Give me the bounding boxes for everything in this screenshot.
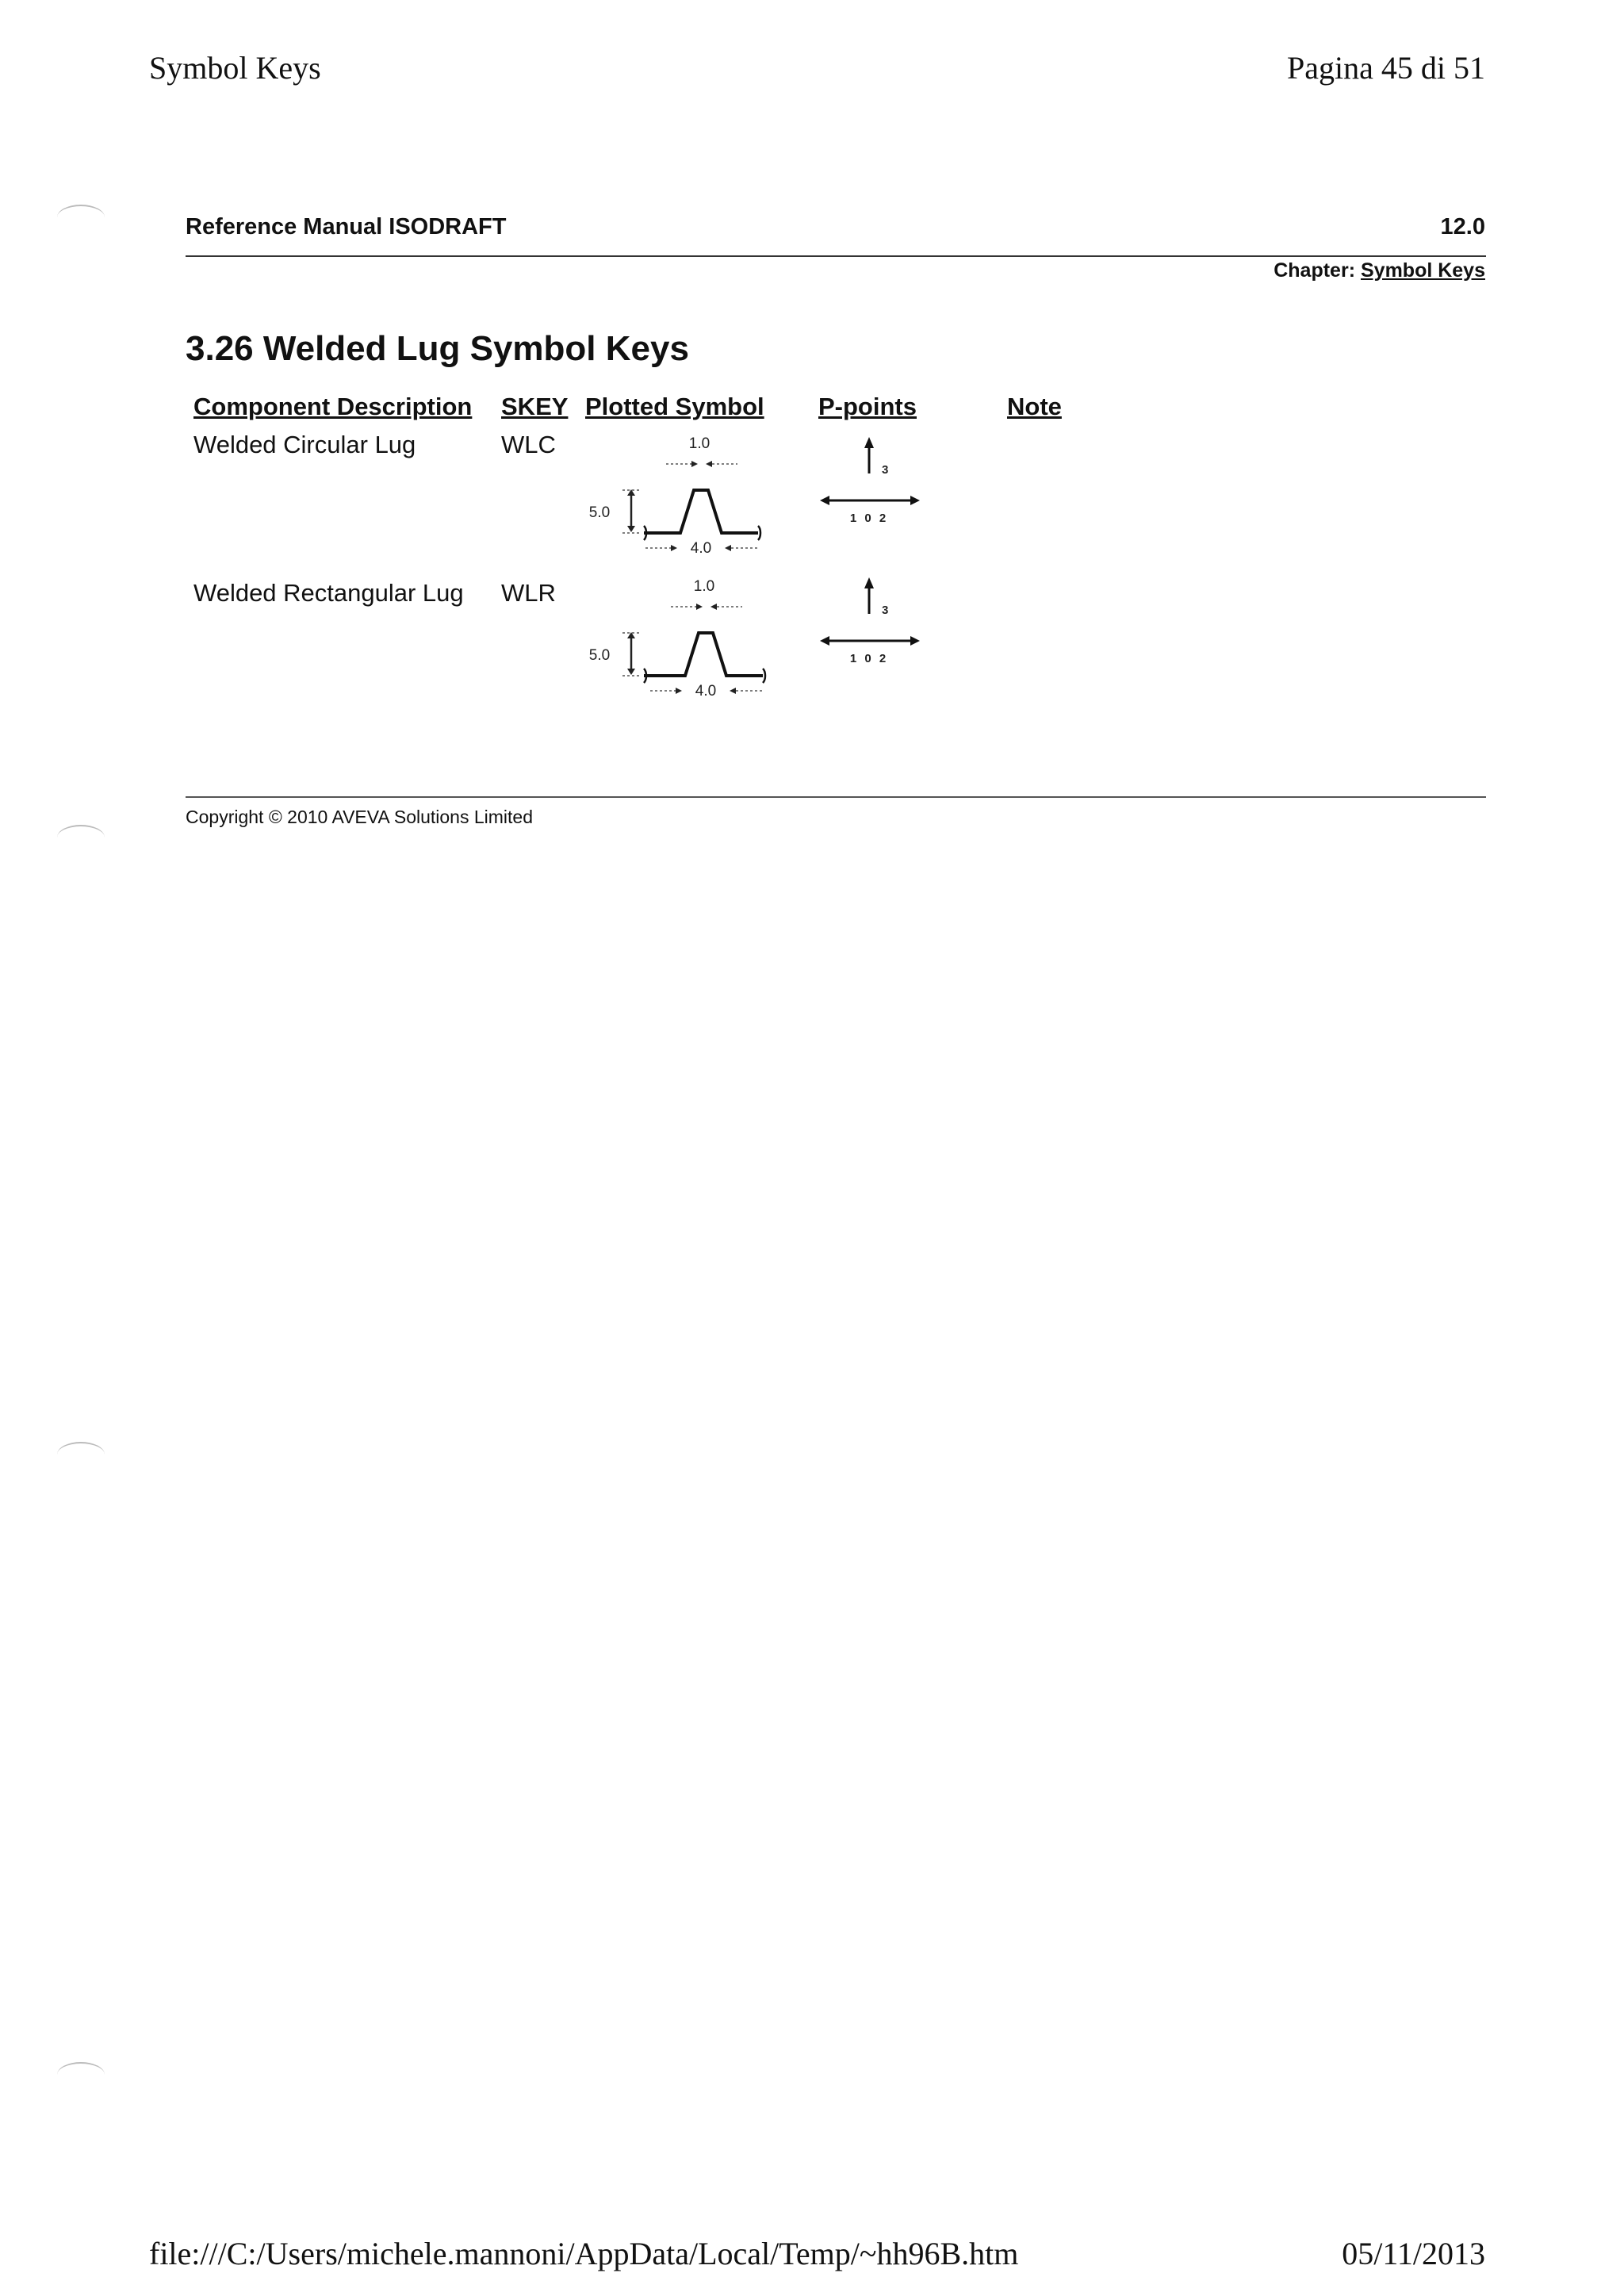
ppoint-vertical-label: 3 [882,463,889,477]
column-header-skey: SKEY [501,393,569,420]
ppoint-vertical-label: 3 [882,604,889,617]
table-row-description: Welded Rectangular Lug [193,579,464,607]
table-row-description: Welded Circular Lug [193,431,416,458]
footer-divider [186,796,1486,798]
browser-page-title: Symbol Keys [149,50,321,86]
column-header-note: Note [1007,393,1062,420]
punch-hole-mark [57,825,105,850]
symbol-dimension-height: 5.0 [588,504,611,521]
punch-hole-mark [57,205,105,230]
chapter-line [1274,259,1485,282]
browser-url: file:///C:/Users/michele.mannoni/AppData/Local/Temp/~hh96B.htm [149,2236,1019,2271]
column-header-ppoints: P-points [818,393,917,420]
copyright-notice: Copyright © 2010 AVEVA Solutions Limited [186,807,534,827]
symbol-dimension-bottom: 4.0 [695,683,717,700]
column-header-plotted-symbol: Plotted Symbol [585,393,764,420]
manual-version: 12.0 [1440,214,1485,240]
symbol-dimension-top: 1.0 [688,435,710,452]
column-header-description: Component Description [193,393,473,420]
welded-circular-lug-ppoints-diagram [817,432,928,527]
browser-print-date: 05/11/2013 [1342,2236,1485,2271]
ppoint-horizontal-label: 1 0 2 [849,652,889,665]
header-divider [186,255,1486,257]
welded-rectangular-lug-symbol [579,575,769,710]
punch-hole-mark [57,2062,105,2087]
section-heading: 3.26 Welded Lug Symbol Keys [186,329,689,368]
chapter-link[interactable]: Symbol Keys [1360,259,1485,282]
symbol-dimension-top: 1.0 [693,578,715,595]
symbol-dimension-height: 5.0 [588,647,611,664]
browser-page-indicator: Pagina 45 di 51 [1287,50,1485,86]
manual-title: Reference Manual ISODRAFT [186,214,507,240]
welded-rectangular-lug-ppoints-diagram [817,573,928,668]
table-row-skey: WLR [501,579,556,607]
welded-circular-lug-symbol [579,432,769,567]
table-row-skey: WLC [501,431,556,458]
chapter-label: Chapter: [1274,259,1356,282]
punch-hole-mark [57,1442,105,1467]
symbol-dimension-bottom: 4.0 [690,540,712,557]
ppoint-horizontal-label: 1 0 2 [849,512,889,525]
